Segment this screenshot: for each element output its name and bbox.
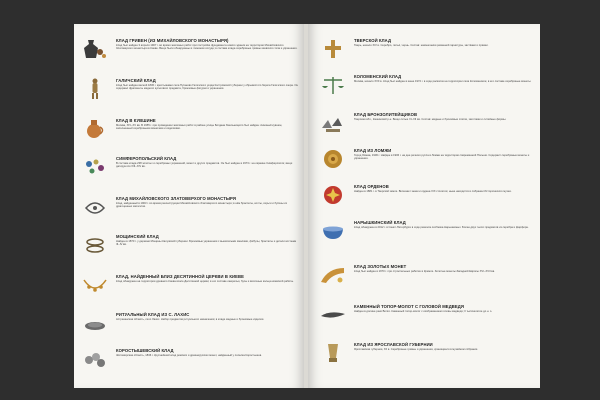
entry-body: Москва, начало XVII в. Клад был найден в июне 1972 г. в ходе раскопок на территории села Коломенское; в его составе серебряные монеты.: [354, 79, 532, 83]
pitcher-icon: [80, 118, 110, 140]
axe-icon: [318, 304, 348, 326]
entry-title: КЛАД МИХАЙЛОВСКОГО ЗЛАТОВЕРХОГО МОНАСТЫРЯ: [116, 196, 236, 201]
entry-title: КЛАД ОРДЕНОВ: [354, 184, 389, 189]
right-page: [308, 24, 540, 388]
entry-body: Город Ломжа, 1906 г. Найден в 1906 г. на дне речного русла в Ломже на территории современной Польши. Содержит серебряные монеты и украшения.: [354, 153, 530, 160]
bowl-icon: [318, 220, 348, 242]
entry-title: РИТУАЛЬНЫЙ КЛАД ИЗ С. ЛАХИС: [116, 312, 190, 317]
entry-title: МОЩИНСКИЙ КЛАД: [116, 234, 159, 239]
coins-icon: [80, 348, 110, 370]
entry-title: КЛАД ИЗ ЛОМЖИ: [354, 148, 392, 153]
entry-title: КЛАД ИЗ ЯРОСЛАВСКОЙ ГУБЕРНИИ: [354, 342, 433, 347]
entry-body: Клад обнаружен на территории древнего Киева возле Десятинной церкви; в его составе ожерелья, бусы и височные кольца киевской работы.: [116, 279, 294, 283]
entry-body: Москва, XIV–XV вв. В 1955 г. при проведении земляных работ в районе улицы Богдана Хмельницкого был найден глиняный кувшин, заполненный серебряными монетами и изделиями.: [116, 123, 283, 130]
entry-title: ТВЕРСКОЙ КЛАД: [354, 38, 392, 43]
entry-title: ГАЛИЧСКИЙ КЛАД: [116, 78, 156, 83]
entry-body: Ярославская губерния, XII в. Серебряные гривны и украшения, хранящиеся в музейном собрании.: [354, 347, 478, 351]
cross-icon: [318, 38, 348, 60]
figurine-icon: [80, 78, 110, 100]
entry-body: Клад обнаружен в 2012 г. в Санкт-Петербурге в ходе ремонта особняка Нарышкиных. Более двух тысяч предметов из серебра и фарфора.: [354, 225, 529, 229]
shards-icon: [318, 112, 348, 134]
open-catalog-booklet: [74, 24, 540, 388]
scales-icon: [318, 74, 348, 96]
entry-title: СИМФЕРОПОЛЬСКИЙ КЛАД: [116, 156, 177, 161]
entry-body: Найден в 1870 г. у деревни Мощины Калужской губернии. Бронзовые украшения с выемчатыми эмалями, фибулы, браслеты и детали костюма III–IV вв.: [116, 239, 297, 246]
entry-title: КЛАД, НАЙДЕННЫЙ БЛИЗ ДЕСЯТИННОЙ ЦЕРКВИ В КИЕВЕ: [116, 274, 244, 279]
tray-icon: [80, 312, 110, 334]
entry-title: КЛАД ЗОЛОТЫХ МОНЕТ: [354, 264, 407, 269]
glass-icon: [318, 342, 348, 364]
bracelet-icon: [80, 234, 110, 256]
entry-title: КОЛОМЕНСКИЙ КЛАД: [354, 74, 402, 79]
entry-body: Клад был найден 3 апреля 1907 г. во время земляных работ при постройке фундамента нового здания на территории Михайловского Златоверхого монастыря в Киеве. Вещи были обнаружены в глиняном сосуде; в составе клада серебряные гривны киевского типа и украшения.: [116, 43, 298, 50]
entry-body: Астраханская область, село Лахис. Набор предметов ритуального назначения; в кладе медные и бронзовые изделия.: [116, 317, 265, 321]
entry-body: В составе клада 238 золотых и серебряных украшений, монет и других предметов. Он был найден в 1973 г. на окраине Симферополя; вещи датируются XIII–XIV вв.: [116, 161, 293, 168]
entry-body: Житомирская область, 1836 г. Крупнейший клад римских и древнерусских монет, найденный у поселка Коростышев.: [116, 353, 262, 357]
entry-title: КЛАД В КУВШИНЕ: [116, 118, 156, 123]
entry-body: Клад был найден в 1970 г. при строительных работах в Кремле. Золотые монеты Западной Европы XVI–XVII вв.: [354, 269, 495, 273]
entry-body: Найден в долине реки Волги. Каменный топор-молот с изображением головы медведя; II тысячелетие до н. э.: [354, 309, 493, 313]
entry-title: НАРЫШКИНСКИЙ КЛАД: [354, 220, 406, 225]
necklace-icon: [80, 274, 110, 296]
entry-body: Клад, найденный в 1903 г. во время реконструкции Михайловского Златоверхого монастыря; в нём браслеты, колты, серьги и бусины из драгоценных металлов.: [116, 201, 288, 208]
left-page: [74, 24, 304, 388]
entry-title: КАМЕННЫЙ ТОПОР-МОЛОТ С ГОЛОВОЙ МЕДВЕДЯ: [354, 304, 464, 309]
ornament-icon: [80, 196, 110, 218]
bead-icon: [80, 156, 110, 178]
jug-icon: [80, 38, 110, 60]
horn-icon: [318, 264, 348, 286]
entry-body: Тверь, начало XIV в. Серебро, литьё, чернь. Состав: наконечники ременной гарнитуры, застёжки и пряжки.: [354, 43, 489, 47]
rosette-icon: [318, 148, 348, 170]
entry-body: Клад был найден весной 1836 г. крестьянами села Пуганово Галичского уезда Костромской губернии у обрывистого берега Галичского озера. Он содержал фрагменты медного культового предмета, бронзовые фигурки и украшения.: [116, 83, 298, 90]
entry-title: КОРОСТЫШЕВСКИЙ КЛАД: [116, 348, 174, 353]
entry-body: Найден в 1881 г. в Тверской земле. Включает знаки и ордена XIX столетия; ныне находится в собрании Исторического музея.: [354, 189, 512, 193]
medal-icon: [318, 184, 348, 206]
entry-title: КЛАД БРОНЗОЛИТЕЙЩИКОВ: [354, 112, 418, 117]
entry-title: КЛАД ГРИВЕН (ИЗ МИХАЙЛОВСКОГО МОНАСТЫРЯ): [116, 38, 229, 43]
entry-body: Тверская обл., Кашинский р-н. Вещи литые XI–XII вв. Состав: медные и бронзовые слитки, заготовки и литейные формы.: [354, 117, 507, 121]
